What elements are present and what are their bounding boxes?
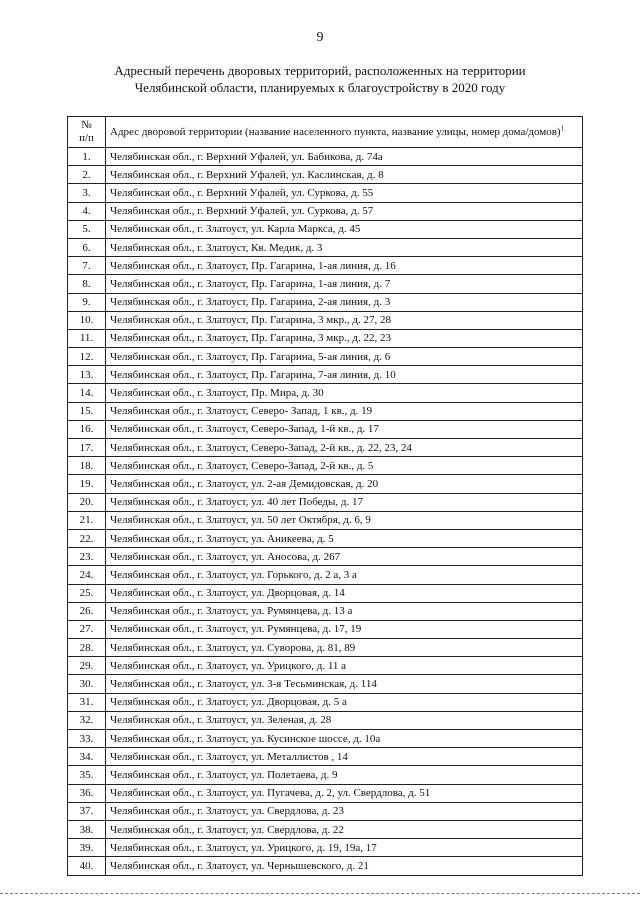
- table-row: [68, 293, 583, 311]
- row-address: Челябинская обл., г. Верхний Уфалей, ул. Суркова, д. 55: [106, 184, 583, 202]
- row-number: 8.: [68, 275, 106, 293]
- table-row: [68, 820, 583, 838]
- table-row: [68, 220, 583, 238]
- row-address: Челябинская обл., г. Златоуст, Пр. Гагарина, 3 мкр., д. 22, 23: [106, 329, 583, 347]
- row-number: 12.: [68, 348, 106, 366]
- page-number: 9: [316, 30, 324, 45]
- row-address: Челябинская обл., г. Златоуст, ул. Полетаева, д. 9: [106, 766, 583, 784]
- table-row: [68, 366, 583, 384]
- row-number: 2.: [68, 166, 106, 184]
- row-address: Челябинская обл., г. Златоуст, ул. 2-ая Демидовская, д. 20: [106, 475, 583, 493]
- table-row: [68, 675, 583, 693]
- row-number: 11.: [68, 329, 106, 347]
- table-row: [68, 584, 583, 602]
- row-number: 15.: [68, 402, 106, 420]
- table-row: [68, 657, 583, 675]
- row-number: 19.: [68, 475, 106, 493]
- table-row: [68, 620, 583, 638]
- footnote-marker: 1: [560, 123, 565, 132]
- row-address: Челябинская обл., г. Златоуст, Северо-Запад, 2-й кв., д. 5: [106, 457, 583, 475]
- row-address: Челябинская обл., г. Златоуст, ул. Чернышевского, д. 21: [106, 857, 583, 875]
- row-address: Челябинская обл., г. Златоуст, ул. Дворцовая, д. 14: [106, 584, 583, 602]
- table-row: [68, 693, 583, 711]
- table-row: [68, 148, 583, 166]
- table-row: [68, 493, 583, 511]
- title-line-1: Адресный перечень дворовых территорий, расположенных на территории: [114, 63, 526, 78]
- header-address: [106, 117, 583, 148]
- row-number: 17.: [68, 439, 106, 457]
- table-row: [68, 311, 583, 329]
- row-number: 40.: [68, 857, 106, 875]
- row-address: Челябинская обл., г. Златоуст, ул. Горького, д. 2 а, 3 а: [106, 566, 583, 584]
- row-number: 13.: [68, 366, 106, 384]
- table-row: [68, 639, 583, 657]
- row-number: 24.: [68, 566, 106, 584]
- row-number: 30.: [68, 675, 106, 693]
- row-address: Челябинская обл., г. Златоуст, ул. 50 лет Октября, д. 6, 9: [106, 511, 583, 529]
- row-address: Челябинская обл., г. Златоуст, Пр. Гагарина, 5-ая линия, д. 6: [106, 348, 583, 366]
- bottom-divider: [0, 893, 640, 894]
- table-row: [68, 711, 583, 729]
- row-number: 22.: [68, 529, 106, 547]
- row-number: 31.: [68, 693, 106, 711]
- row-number: 38.: [68, 820, 106, 838]
- table-row: [68, 457, 583, 475]
- row-number: 32.: [68, 711, 106, 729]
- row-address: Челябинская обл., г. Златоуст, ул. Румянцева, д. 13 а: [106, 602, 583, 620]
- row-address: Челябинская обл., г. Верхний Уфалей, ул. Каслинская, д. 8: [106, 166, 583, 184]
- row-address: Челябинская обл., г. Златоуст, ул. Карла Маркса, д. 45: [106, 220, 583, 238]
- table-row: [68, 420, 583, 438]
- row-number: 27.: [68, 620, 106, 638]
- row-number: 20.: [68, 493, 106, 511]
- row-address: Челябинская обл., г. Златоуст, ул. Свердлова, д. 23: [106, 802, 583, 820]
- title-line-2: Челябинской области, планируемых к благоустройству в 2020 году: [134, 80, 506, 95]
- row-address: Челябинская обл., г. Златоуст, ул. Свердлова, д. 22: [106, 820, 583, 838]
- row-number: 36.: [68, 784, 106, 802]
- row-address: Челябинская обл., г. Златоуст, Кв. Медик, д. 3: [106, 238, 583, 256]
- table-row: [68, 748, 583, 766]
- row-address: Челябинская обл., г. Златоуст, Пр. Мира, д. 30: [106, 384, 583, 402]
- header-number-line-1: №: [81, 119, 92, 131]
- row-address: Челябинская обл., г. Златоуст, Пр. Гагарина, 7-ая линия, д. 10: [106, 366, 583, 384]
- table-row: [68, 602, 583, 620]
- row-number: 33.: [68, 730, 106, 748]
- row-address: Челябинская обл., г. Златоуст, Пр. Гагарина, 2-ая линия, д. 3: [106, 293, 583, 311]
- row-number: 37.: [68, 802, 106, 820]
- table-row: [68, 166, 583, 184]
- row-address: Челябинская обл., г. Златоуст, ул. Зеленая, д. 28: [106, 711, 583, 729]
- row-number: 1.: [68, 148, 106, 166]
- table-row: [68, 784, 583, 802]
- row-number: 34.: [68, 748, 106, 766]
- table-row: [68, 348, 583, 366]
- header-address-text: Адрес дворовой территории (название населенного пункта, название улицы, номер дома/домов): [110, 125, 561, 138]
- table-row: [68, 329, 583, 347]
- table-row: [68, 439, 583, 457]
- table-row: [68, 402, 583, 420]
- row-address: Челябинская обл., г. Златоуст, ул. Дворцовая, д. 5 а: [106, 693, 583, 711]
- table-row: [68, 257, 583, 275]
- table-row: [68, 529, 583, 547]
- row-address: Челябинская обл., г. Златоуст, ул. Суворова, д. 81, 89: [106, 639, 583, 657]
- row-address: Челябинская обл., г. Златоуст, Пр. Гагарина, 3 мкр., д. 27, 28: [106, 311, 583, 329]
- table-header-row: [68, 117, 583, 148]
- row-address: Челябинская обл., г. Златоуст, ул. Пугачева, д. 2, ул. Свердлова, д. 51: [106, 784, 583, 802]
- row-number: 5.: [68, 220, 106, 238]
- table-row: [68, 475, 583, 493]
- row-number: 16.: [68, 420, 106, 438]
- row-address: Челябинская обл., г. Златоуст, Пр. Гагарина, 1-ая линия, д. 7: [106, 275, 583, 293]
- row-address: Челябинская обл., г. Златоуст, Северо-Запад, 1-й кв., д. 17: [106, 420, 583, 438]
- row-number: 28.: [68, 639, 106, 657]
- table-row: [68, 766, 583, 784]
- row-number: 29.: [68, 657, 106, 675]
- row-number: 9.: [68, 293, 106, 311]
- address-table: [67, 116, 583, 876]
- row-number: 6.: [68, 238, 106, 256]
- row-number: 7.: [68, 257, 106, 275]
- row-address: Челябинская обл., г. Верхний Уфалей, ул. Бабикова, д. 74а: [106, 148, 583, 166]
- row-address: Челябинская обл., г. Златоуст, ул. Урицкого, д. 11 а: [106, 657, 583, 675]
- table-row: [68, 730, 583, 748]
- table-body: [68, 148, 583, 876]
- row-number: 39.: [68, 839, 106, 857]
- row-number: 4.: [68, 202, 106, 220]
- row-address: Челябинская обл., г. Златоуст, ул. 3-я Тесьминская, д. 114: [106, 675, 583, 693]
- table-row: [68, 384, 583, 402]
- table-row: [68, 184, 583, 202]
- row-address: Челябинская обл., г. Златоуст, ул. Урицкого, д. 19, 19а, 17: [106, 839, 583, 857]
- document-title: [60, 62, 580, 96]
- row-address: Челябинская обл., г. Златоуст, ул. 40 лет Победы, д. 17: [106, 493, 583, 511]
- table-row: [68, 511, 583, 529]
- table-row: [68, 275, 583, 293]
- header-number: [68, 117, 106, 148]
- row-address: Челябинская обл., г. Златоуст, Северо-Запад, 2-й кв., д. 22, 23, 24: [106, 439, 583, 457]
- row-number: 23.: [68, 548, 106, 566]
- row-number: 18.: [68, 457, 106, 475]
- row-address: Челябинская обл., г. Златоуст, ул. Металлистов , 14: [106, 748, 583, 766]
- row-address: Челябинская обл., г. Златоуст, Северо- Запад, 1 кв., д. 19: [106, 402, 583, 420]
- row-address: Челябинская обл., г. Златоуст, ул. Кусинское шоссе, д. 10а: [106, 730, 583, 748]
- table-row: [68, 202, 583, 220]
- header-number-line-2: п/п: [79, 132, 94, 144]
- row-address: Челябинская обл., г. Верхний Уфалей, ул. Суркова, д. 57: [106, 202, 583, 220]
- row-number: 14.: [68, 384, 106, 402]
- table-row: [68, 566, 583, 584]
- row-number: 3.: [68, 184, 106, 202]
- table-row: [68, 839, 583, 857]
- row-number: 21.: [68, 511, 106, 529]
- table-row: [68, 238, 583, 256]
- row-address: Челябинская обл., г. Златоуст, ул. Аникеева, д. 5: [106, 529, 583, 547]
- row-address: Челябинская обл., г. Златоуст, ул. Аносова, д. 267: [106, 548, 583, 566]
- row-number: 35.: [68, 766, 106, 784]
- table-row: [68, 802, 583, 820]
- table-row: [68, 548, 583, 566]
- row-address: Челябинская обл., г. Златоуст, Пр. Гагарина, 1-ая линия, д. 16: [106, 257, 583, 275]
- row-number: 26.: [68, 602, 106, 620]
- table-row: [68, 857, 583, 875]
- row-number: 10.: [68, 311, 106, 329]
- row-number: 25.: [68, 584, 106, 602]
- row-address: Челябинская обл., г. Златоуст, ул. Румянцева, д. 17, 19: [106, 620, 583, 638]
